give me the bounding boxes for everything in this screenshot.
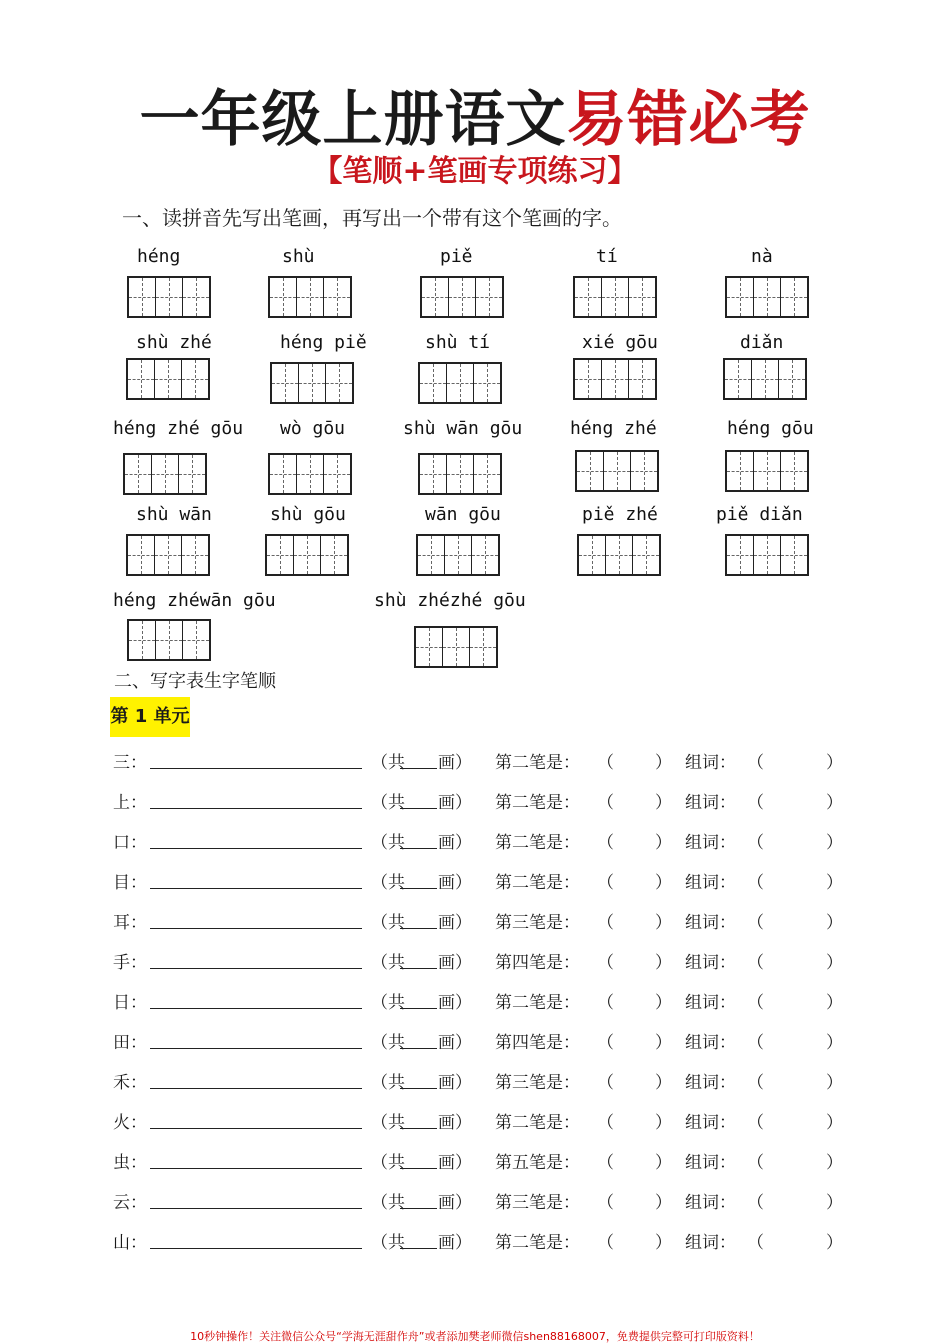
pinyin-label: shù zhé	[136, 332, 212, 353]
stroke-order-row	[0, 748, 950, 778]
stroke-order-row	[0, 1028, 950, 1058]
stroke-paren-close: ）	[655, 873, 672, 893]
grid-cell[interactable]	[416, 628, 443, 666]
pinyin-label: héng zhé	[570, 418, 657, 439]
grid-cell[interactable]	[727, 278, 754, 316]
page-subtitle: 【笔顺+笔画专项练习】	[312, 154, 638, 189]
stroke-paren-open: （	[597, 793, 614, 813]
grid-cell[interactable]	[604, 452, 631, 490]
word-label: 组词：	[685, 753, 736, 773]
word-label: 组词：	[685, 1193, 736, 1213]
word-paren-close: ）	[826, 753, 843, 773]
stroke-order-row	[0, 908, 950, 938]
word-paren-close: ）	[826, 1153, 843, 1173]
word-paren-open: （	[747, 1113, 764, 1133]
stroke-order-answer-line[interactable]	[150, 808, 362, 809]
pinyin-label: héng	[137, 246, 181, 267]
char-label: 虫：	[113, 1153, 147, 1173]
char-label: 云：	[113, 1193, 147, 1213]
grid-cell[interactable]	[272, 364, 299, 402]
stroke-order-answer-line[interactable]	[150, 928, 362, 929]
stroke-question: 第三笔是：	[495, 1073, 580, 1093]
stroke-paren-close: ）	[655, 953, 672, 973]
stroke-count-blank[interactable]	[400, 1208, 437, 1209]
stroke-paren-close: ）	[655, 753, 672, 773]
stroke-paren-close: ）	[655, 1233, 672, 1253]
stroke-question: 第二笔是：	[495, 993, 580, 1013]
char-label: 田：	[113, 1033, 147, 1053]
pinyin-label: héng zhé gōu	[113, 418, 244, 439]
grid-cell[interactable]	[294, 536, 321, 574]
pinyin-label: shù gōu	[270, 504, 346, 525]
total-close: 画）	[438, 1113, 472, 1133]
word-paren-open: （	[747, 1233, 764, 1253]
stroke-order-answer-line[interactable]	[150, 888, 362, 889]
total-open: （共	[371, 993, 405, 1013]
word-paren-open: （	[747, 873, 764, 893]
pinyin-label: piě zhé	[582, 504, 658, 525]
word-paren-open: （	[747, 833, 764, 853]
stroke-count-blank[interactable]	[400, 1128, 437, 1129]
stroke-paren-close: ）	[655, 1153, 672, 1173]
stroke-question: 第三笔是：	[495, 913, 580, 933]
total-close: 画）	[438, 753, 472, 773]
grid-cell[interactable]	[754, 278, 781, 316]
pinyin-label: wò gōu	[280, 418, 346, 439]
total-close: 画）	[438, 953, 472, 973]
stroke-question: 第二笔是：	[495, 833, 580, 853]
grid-cell[interactable]	[420, 364, 447, 402]
grid-cell[interactable]	[752, 360, 779, 398]
word-paren-open: （	[747, 753, 764, 773]
total-close: 画）	[438, 1233, 472, 1253]
writing-grid[interactable]	[123, 453, 207, 495]
grid-cell[interactable]	[725, 360, 752, 398]
word-label: 组词：	[685, 1233, 736, 1253]
grid-cell[interactable]	[418, 536, 445, 574]
stroke-count-blank[interactable]	[400, 1008, 437, 1009]
grid-cell[interactable]	[781, 536, 807, 574]
total-open: （共	[371, 1233, 405, 1253]
word-label: 组词：	[685, 953, 736, 973]
grid-cell[interactable]	[422, 278, 449, 316]
grid-cell[interactable]	[182, 360, 208, 398]
unit-label: 第 1 单元	[110, 697, 190, 737]
writing-grid[interactable]	[270, 362, 354, 404]
writing-grid[interactable]	[265, 534, 349, 576]
grid-cell[interactable]	[575, 278, 602, 316]
stroke-question: 第二笔是：	[495, 753, 580, 773]
writing-grid[interactable]	[416, 534, 500, 576]
grid-cell[interactable]	[779, 360, 805, 398]
total-close: 画）	[438, 873, 472, 893]
writing-grid[interactable]	[127, 619, 211, 661]
total-close: 画）	[438, 793, 472, 813]
total-close: 画）	[438, 1193, 472, 1213]
word-label: 组词：	[685, 1153, 736, 1173]
grid-cell[interactable]	[727, 536, 754, 574]
stroke-paren-close: ）	[655, 833, 672, 853]
stroke-count-blank[interactable]	[400, 888, 437, 889]
stroke-order-row	[0, 1228, 950, 1258]
writing-grid[interactable]	[420, 276, 504, 318]
pinyin-label: shù wān	[136, 504, 212, 525]
stroke-question: 第五笔是：	[495, 1153, 580, 1173]
char-label: 日：	[113, 993, 147, 1013]
pinyin-label: shù wān gōu	[403, 418, 523, 439]
grid-cell[interactable]	[152, 455, 179, 493]
grid-cell[interactable]	[324, 455, 350, 493]
grid-cell[interactable]	[183, 278, 209, 316]
grid-cell[interactable]	[179, 455, 205, 493]
section2-heading: 二、写字表生字笔顺	[114, 671, 276, 692]
writing-grid[interactable]	[577, 534, 661, 576]
char-label: 上：	[113, 793, 147, 813]
word-paren-open: （	[747, 793, 764, 813]
grid-cell[interactable]	[633, 536, 659, 574]
title-highlight: 易错必考	[566, 85, 811, 155]
writing-grid[interactable]	[126, 534, 210, 576]
grid-cell[interactable]	[156, 278, 183, 316]
total-open: （共	[371, 833, 405, 853]
char-label: 禾：	[113, 1073, 147, 1093]
pinyin-label: piě diǎn	[716, 504, 803, 525]
total-open: （共	[371, 873, 405, 893]
char-label: 山：	[113, 1233, 147, 1253]
writing-grid[interactable]	[725, 534, 809, 576]
total-open: （共	[371, 953, 405, 973]
grid-cell[interactable]	[128, 360, 155, 398]
pinyin-label: shù zhézhé gōu	[374, 590, 526, 611]
stroke-count-blank[interactable]	[400, 1248, 437, 1249]
word-paren-close: ）	[826, 1033, 843, 1053]
stroke-order-answer-line[interactable]	[150, 848, 362, 849]
grid-cell[interactable]	[326, 364, 352, 402]
grid-cell[interactable]	[297, 278, 324, 316]
grid-cell[interactable]	[156, 621, 183, 659]
total-close: 画）	[438, 833, 472, 853]
pinyin-label: shù tí	[425, 332, 491, 353]
writing-grid[interactable]	[573, 358, 657, 400]
grid-cell[interactable]	[474, 364, 500, 402]
stroke-order-row	[0, 788, 950, 818]
stroke-paren-open: （	[597, 953, 614, 973]
stroke-paren-open: （	[597, 1073, 614, 1093]
total-open: （共	[371, 1153, 405, 1173]
stroke-paren-open: （	[597, 1153, 614, 1173]
grid-cell[interactable]	[476, 278, 502, 316]
word-label: 组词：	[685, 1113, 736, 1133]
word-label: 组词：	[685, 1033, 736, 1053]
word-paren-open: （	[747, 913, 764, 933]
grid-cell[interactable]	[155, 360, 182, 398]
stroke-paren-open: （	[597, 1193, 614, 1213]
stroke-order-answer-line[interactable]	[150, 1128, 362, 1129]
grid-cell[interactable]	[445, 536, 472, 574]
stroke-question: 第二笔是：	[495, 1113, 580, 1133]
writing-grid[interactable]	[127, 276, 211, 318]
stroke-order-row	[0, 988, 950, 1018]
word-paren-close: ）	[826, 1233, 843, 1253]
pinyin-label: shù	[282, 246, 315, 267]
char-label: 耳：	[113, 913, 147, 933]
total-close: 画）	[438, 1153, 472, 1173]
stroke-order-row	[0, 1068, 950, 1098]
stroke-paren-close: ）	[655, 1033, 672, 1053]
word-paren-close: ）	[826, 953, 843, 973]
total-open: （共	[371, 1113, 405, 1133]
word-paren-close: ）	[826, 873, 843, 893]
grid-cell[interactable]	[299, 364, 326, 402]
writing-grid[interactable]	[268, 453, 352, 495]
word-paren-close: ）	[826, 1073, 843, 1093]
word-paren-close: ）	[826, 833, 843, 853]
grid-cell[interactable]	[629, 360, 655, 398]
grid-cell[interactable]	[472, 536, 498, 574]
stroke-paren-open: （	[597, 993, 614, 1013]
writing-grid[interactable]	[573, 276, 657, 318]
grid-cell[interactable]	[470, 628, 496, 666]
stroke-question: 第三笔是：	[495, 1193, 580, 1213]
pinyin-label: héng gōu	[727, 418, 814, 439]
grid-cell[interactable]	[267, 536, 294, 574]
grid-cell[interactable]	[129, 278, 156, 316]
word-paren-close: ）	[826, 1193, 843, 1213]
pinyin-label: tí	[596, 246, 618, 267]
stroke-order-row	[0, 868, 950, 898]
grid-cell[interactable]	[606, 536, 633, 574]
stroke-paren-open: （	[597, 1113, 614, 1133]
stroke-order-row	[0, 948, 950, 978]
writing-grid[interactable]	[725, 276, 809, 318]
grid-cell[interactable]	[727, 452, 754, 490]
stroke-count-blank[interactable]	[400, 848, 437, 849]
stroke-question: 第二笔是：	[495, 1233, 580, 1253]
word-paren-open: （	[747, 1033, 764, 1053]
pinyin-label: diǎn	[740, 332, 784, 353]
word-paren-open: （	[747, 993, 764, 1013]
stroke-paren-close: ）	[655, 1073, 672, 1093]
pinyin-label: héng zhéwān gōu	[113, 590, 276, 611]
grid-cell[interactable]	[125, 455, 152, 493]
grid-cell[interactable]	[631, 452, 657, 490]
word-paren-open: （	[747, 1153, 764, 1173]
stroke-paren-open: （	[597, 913, 614, 933]
grid-cell[interactable]	[270, 455, 297, 493]
grid-cell[interactable]	[447, 364, 474, 402]
grid-cell[interactable]	[781, 452, 807, 490]
footer-note: 10秒钟操作！关注微信公众号“学海无涯甜作舟”或者添加樊老师微信shen88168007，免费提供完整可打印版资料！	[190, 1330, 760, 1343]
section1-heading: 一、读拼音先写出笔画，再写出一个带有这个笔画的字。	[122, 206, 622, 230]
stroke-paren-open: （	[597, 873, 614, 893]
word-label: 组词：	[685, 993, 736, 1013]
total-open: （共	[371, 913, 405, 933]
pinyin-label: wān gōu	[425, 504, 501, 525]
grid-cell[interactable]	[420, 455, 447, 493]
stroke-paren-close: ）	[655, 1113, 672, 1133]
stroke-count-blank[interactable]	[400, 768, 437, 769]
grid-cell[interactable]	[129, 621, 156, 659]
stroke-order-answer-line[interactable]	[150, 1168, 362, 1169]
stroke-order-answer-line[interactable]	[150, 1088, 362, 1089]
word-paren-open: （	[747, 1193, 764, 1213]
stroke-order-answer-line[interactable]	[150, 1248, 362, 1249]
word-label: 组词：	[685, 873, 736, 893]
word-paren-close: ）	[826, 793, 843, 813]
total-open: （共	[371, 793, 405, 813]
char-label: 火：	[113, 1113, 147, 1133]
grid-cell[interactable]	[182, 536, 208, 574]
total-open: （共	[371, 1033, 405, 1053]
stroke-paren-close: ）	[655, 913, 672, 933]
stroke-order-answer-line[interactable]	[150, 1048, 362, 1049]
grid-cell[interactable]	[474, 455, 500, 493]
pinyin-label: xié gōu	[582, 332, 658, 353]
stroke-order-row	[0, 1148, 950, 1178]
grid-cell[interactable]	[754, 452, 781, 490]
grid-cell[interactable]	[183, 621, 209, 659]
writing-grid[interactable]	[268, 276, 352, 318]
grid-cell[interactable]	[602, 278, 629, 316]
stroke-order-answer-line[interactable]	[150, 1208, 362, 1209]
char-label: 手：	[113, 953, 147, 973]
grid-cell[interactable]	[297, 455, 324, 493]
char-label: 口：	[113, 833, 147, 853]
grid-cell[interactable]	[781, 278, 807, 316]
stroke-order-answer-line[interactable]	[150, 768, 362, 769]
pinyin-label: nà	[751, 246, 773, 267]
grid-cell[interactable]	[155, 536, 182, 574]
word-paren-open: （	[747, 953, 764, 973]
total-open: （共	[371, 1073, 405, 1093]
stroke-order-answer-line[interactable]	[150, 968, 362, 969]
grid-cell[interactable]	[449, 278, 476, 316]
grid-cell[interactable]	[443, 628, 470, 666]
grid-cell[interactable]	[321, 536, 347, 574]
stroke-question: 第二笔是：	[495, 873, 580, 893]
word-label: 组词：	[685, 833, 736, 853]
grid-cell[interactable]	[324, 278, 350, 316]
word-paren-close: ）	[826, 913, 843, 933]
word-paren-open: （	[747, 1073, 764, 1093]
total-open: （共	[371, 1193, 405, 1213]
pinyin-label: piě	[440, 246, 473, 267]
stroke-order-row	[0, 1108, 950, 1138]
stroke-order-answer-line[interactable]	[150, 1008, 362, 1009]
total-open: （共	[371, 753, 405, 773]
writing-grid[interactable]	[418, 362, 502, 404]
stroke-paren-open: （	[597, 753, 614, 773]
stroke-order-row	[0, 828, 950, 858]
word-label: 组词：	[685, 793, 736, 813]
writing-grid[interactable]	[575, 450, 659, 492]
stroke-paren-close: ）	[655, 993, 672, 1013]
title-main: 一年级上册语文	[139, 85, 567, 155]
grid-cell[interactable]	[270, 278, 297, 316]
stroke-count-blank[interactable]	[400, 928, 437, 929]
pinyin-label: héng piě	[280, 332, 367, 353]
stroke-paren-open: （	[597, 833, 614, 853]
total-close: 画）	[438, 993, 472, 1013]
word-paren-close: ）	[826, 993, 843, 1013]
stroke-paren-close: ）	[655, 793, 672, 813]
total-close: 画）	[438, 1073, 472, 1093]
stroke-paren-open: （	[597, 1033, 614, 1053]
stroke-count-blank[interactable]	[400, 968, 437, 969]
writing-grid[interactable]	[723, 358, 807, 400]
grid-cell[interactable]	[577, 452, 604, 490]
writing-grid[interactable]	[418, 453, 502, 495]
grid-cell[interactable]	[579, 536, 606, 574]
stroke-order-row	[0, 1188, 950, 1218]
total-close: 画）	[438, 913, 472, 933]
stroke-paren-open: （	[597, 1233, 614, 1253]
writing-grid[interactable]	[126, 358, 210, 400]
stroke-count-blank[interactable]	[400, 1048, 437, 1049]
writing-grid[interactable]	[414, 626, 498, 668]
stroke-count-blank[interactable]	[400, 1168, 437, 1169]
grid-cell[interactable]	[629, 278, 655, 316]
word-label: 组词：	[685, 1073, 736, 1093]
stroke-question: 第四笔是：	[495, 953, 580, 973]
grid-cell[interactable]	[575, 360, 602, 398]
word-label: 组词：	[685, 913, 736, 933]
stroke-question: 第四笔是：	[495, 1033, 580, 1053]
stroke-count-blank[interactable]	[400, 808, 437, 809]
stroke-count-blank[interactable]	[400, 1088, 437, 1089]
grid-cell[interactable]	[128, 536, 155, 574]
total-close: 画）	[438, 1033, 472, 1053]
stroke-paren-close: ）	[655, 1193, 672, 1213]
char-label: 三：	[113, 753, 147, 773]
grid-cell[interactable]	[447, 455, 474, 493]
writing-grid[interactable]	[725, 450, 809, 492]
grid-cell[interactable]	[602, 360, 629, 398]
stroke-question: 第二笔是：	[495, 793, 580, 813]
word-paren-close: ）	[826, 1113, 843, 1133]
char-label: 目：	[113, 873, 147, 893]
grid-cell[interactable]	[754, 536, 781, 574]
